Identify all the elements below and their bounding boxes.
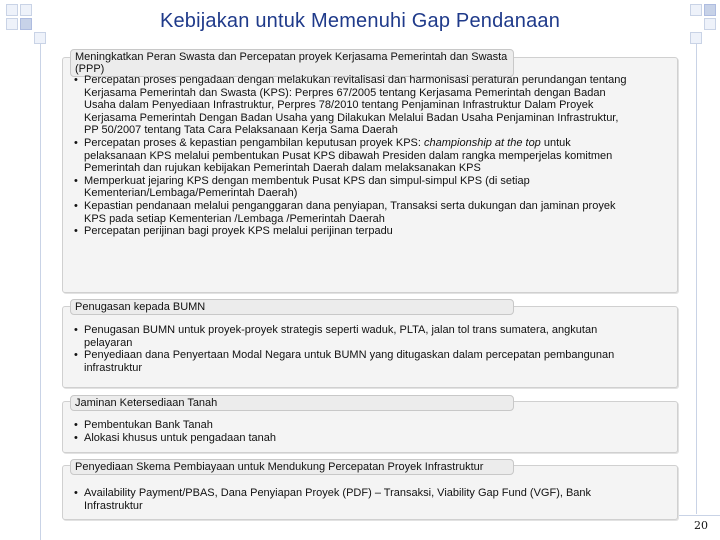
bullet-list-pembiayaan [74,487,634,512]
list-item: • Memperkuat jejaring KPS dengan membentuk Pusat KPS dan simpul-simpul KPS (di setiap Kementerian/Lembaga/Pemerintah Daerah) [74,175,634,200]
decor-vertical-line [696,44,697,514]
list-item: • Penyediaan dana Penyertaan Modal Negara untuk BUMN yang ditugaskan dalam percepatan pembangunan infrastruktur [74,349,634,374]
list-item: • Pembentukan Bank Tanah [74,419,634,432]
bullet-list-ppp [74,74,634,238]
decor-vertical-line [40,44,41,540]
list-item: • Penugasan BUMN untuk proyek-proyek strategis seperti waduk, PLTA, jalan tol trans sumatera, angkutan pelayaran [74,324,634,349]
section-heading-tanah: Jaminan Ketersediaan Tanah [70,395,514,411]
bullet-list-tanah [74,419,634,444]
page-title: Kebijakan untuk Memenuhi Gap Pendanaan [159,10,561,32]
list-item-text: Percepatan proses & kepastian pengambilan keputusan proyek KPS: [84,136,424,149]
decor-square [34,32,46,44]
list-item: • Percepatan proses pengadaan dengan melakukan revitalisasi dan harmonisasi peraturan perundangan tentang Kerjasama Pemerintah dan Swasta (KPS): Perpres 67/2005 tentang Kerjasama Pemerintah dengan Badan Usaha dalam Penyediaan Infrastruktur, Perpres 78/2010 tentang Penjaminan Infrastruktur Dalam Proyek Kerjasama Pemerintah Dengan Badan Usaha yang Dilakukan Melalui Badan Usaha Penjaminan Infrastruktur, PP 50/2007 tentang Tata Cara Pelaksanaan Kerja Sama Daerah [74,74,634,137]
decor-square [690,32,702,44]
section-heading-bumn: Penugasan kepada BUMN [70,299,514,315]
page-number: 20 [694,519,708,532]
bullet-list-bumn [74,324,634,374]
list-item: • Kepastian pendanaan melalui penganggaran dana penyiapan, Transaksi serta dukungan dan jaminan proyek KPS pada setiap Kementerian /Lembaga /Pemerintah Daerah [74,200,634,225]
list-item: • Alokasi khusus untuk pengadaan tanah [74,432,634,445]
list-item [74,137,634,175]
list-item-emphasis: championship at the top [424,136,541,149]
list-item: • Percepatan perijinan bagi proyek KPS melalui perijinan terpadu [74,225,634,238]
section-heading-pembiayaan: Penyediaan Skema Pembiayaan untuk Mendukung Percepatan Proyek Infrastruktur [70,459,514,475]
section-heading-ppp: Meningkatkan Peran Swasta dan Percepatan proyek Kerjasama Pemerintah dan Swasta (PPP) [70,49,514,77]
list-item-text: untuk pelaksanaan KPS melalui pembentukan Pusat KPS dibawah Presiden dalam rangka memperjelas komitmen Pemerintah dan rujukan kebijakan Pemerintah Daerah dalam melaksanakan KPS [84,136,613,175]
list-item: • Availability Payment/PBAS, Dana Penyiapan Proyek (PDF) – Transaksi, Viability Gap Fund (VGF), Bank Infrastruktur [74,487,634,512]
